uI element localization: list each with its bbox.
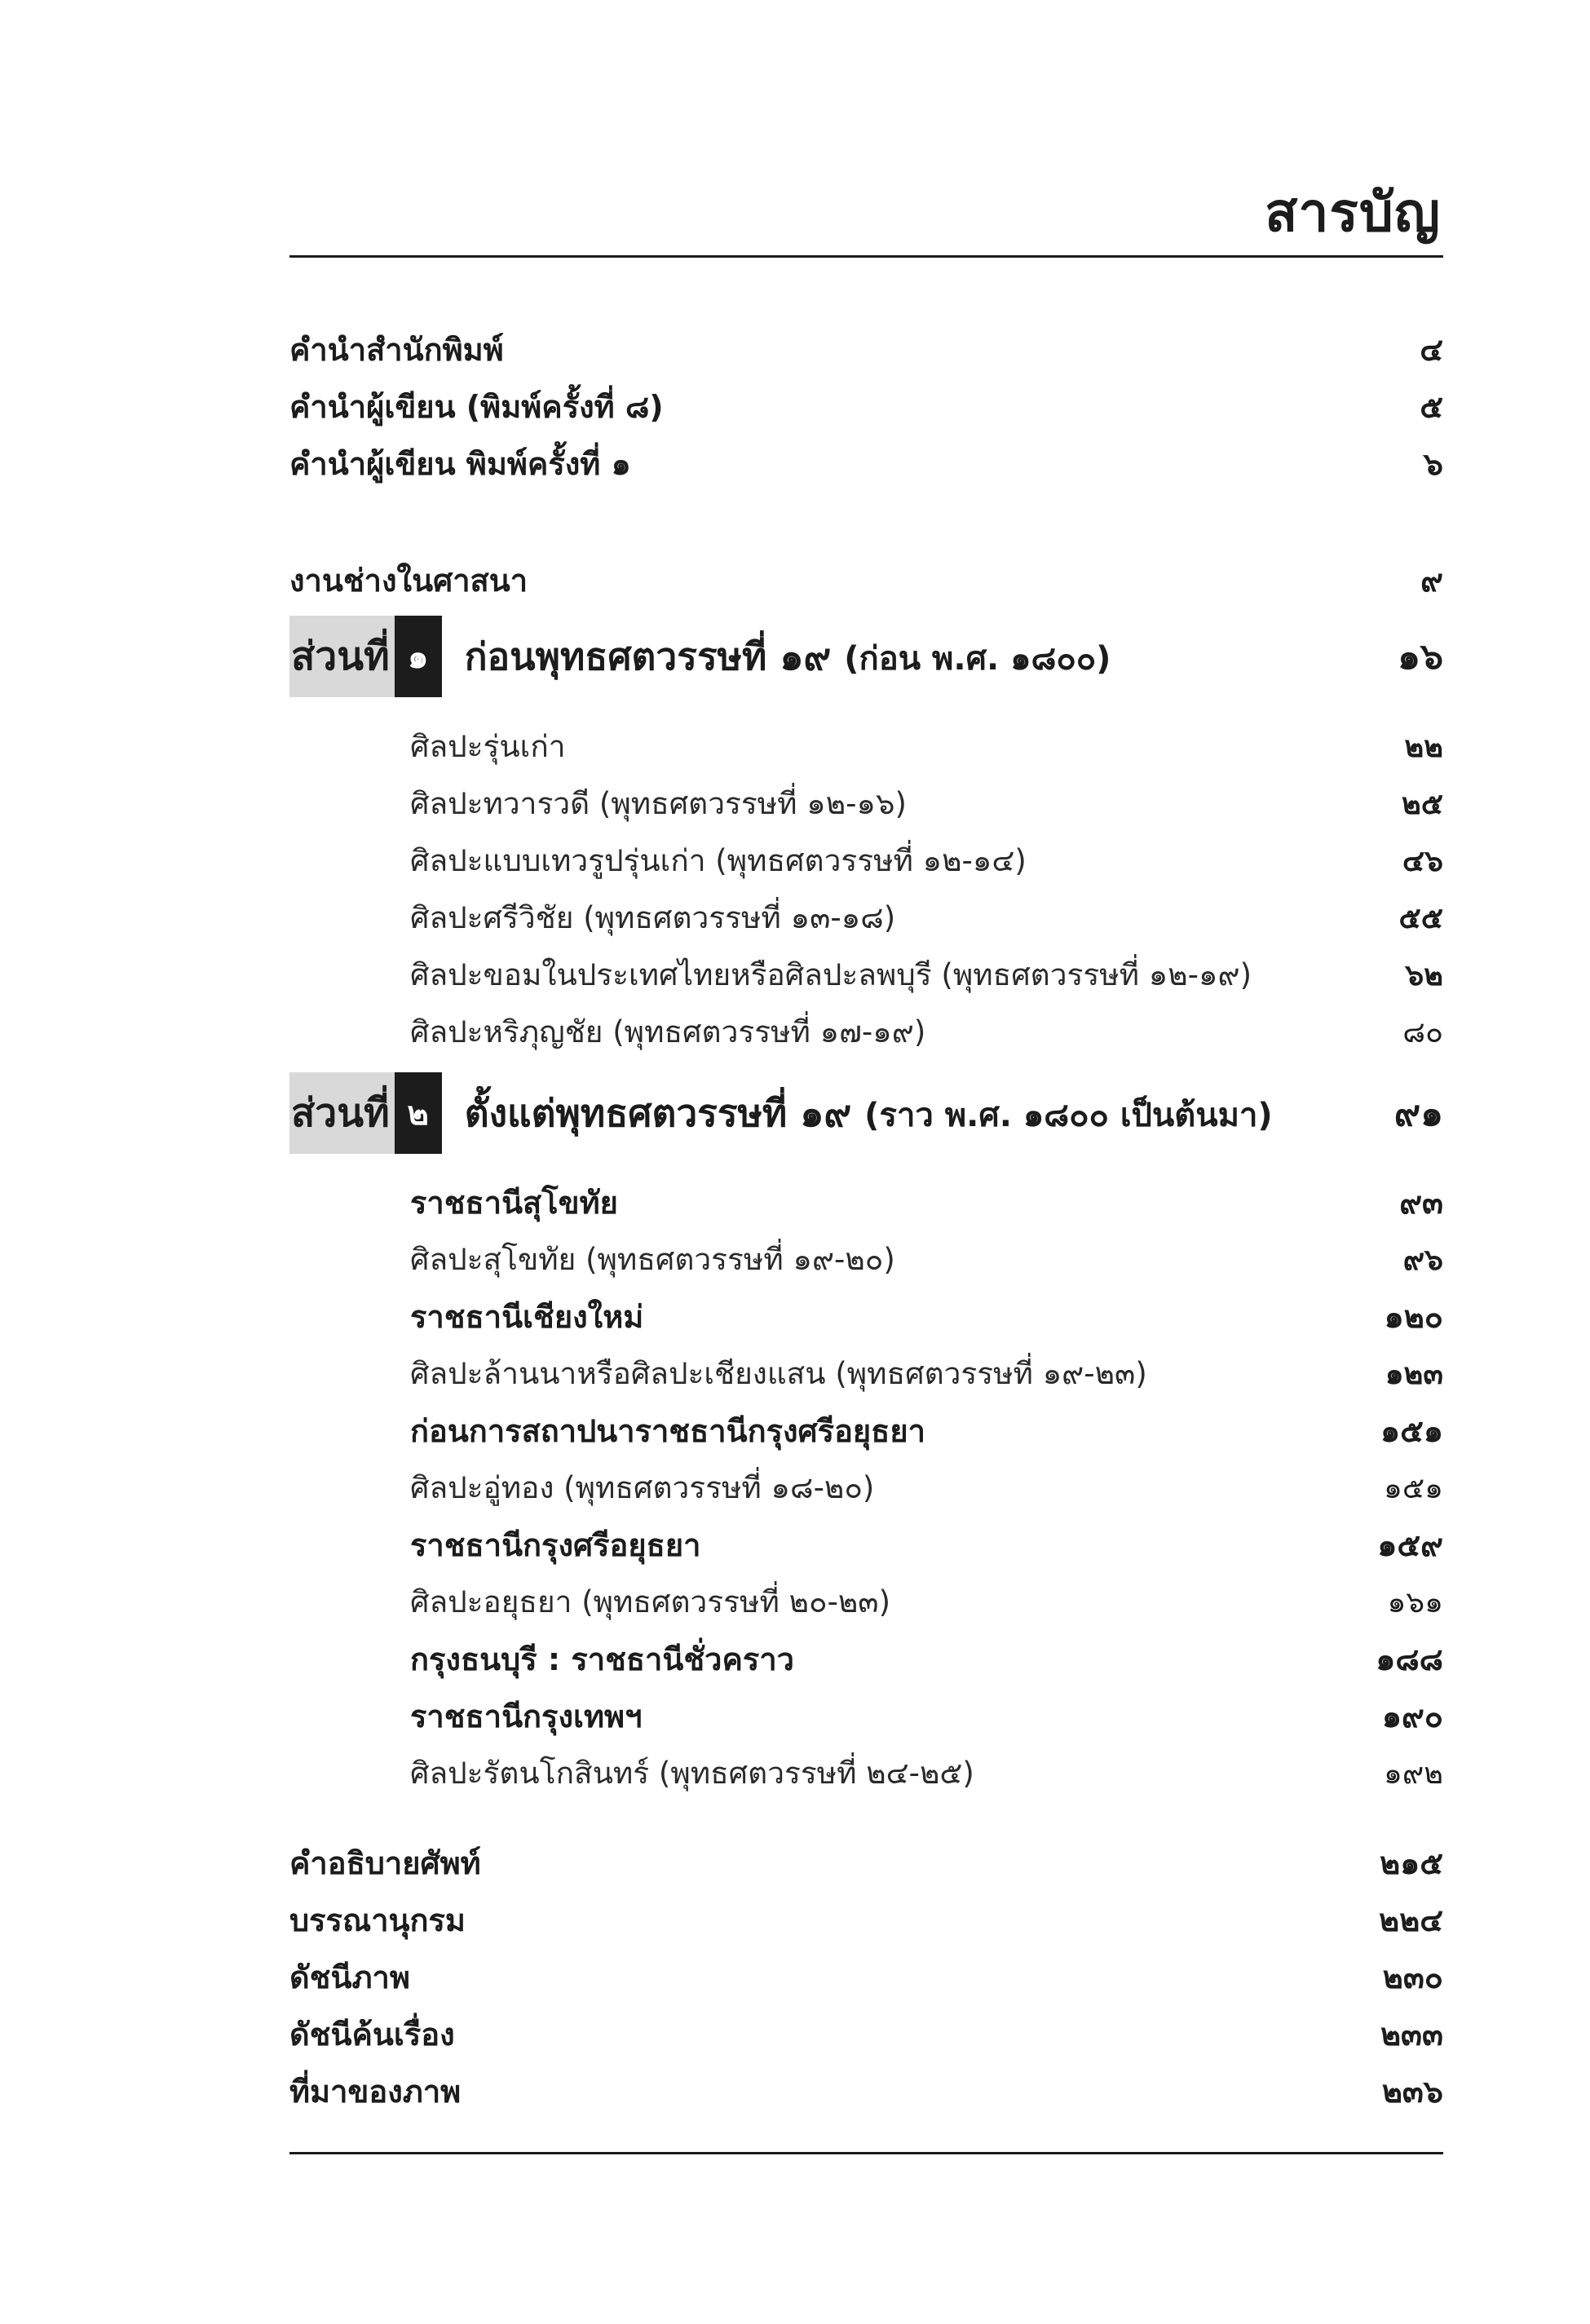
entry-label: งานช่างในศาสนา: [289, 562, 528, 599]
toc-entry[interactable]: [289, 2008, 1443, 2059]
part-tag: ส่วนที่: [289, 616, 395, 697]
entry-page: ๖: [1423, 445, 1443, 482]
entry-label: ศิลปะทวารวดี (พุทธศตวรรษที่ ๑๒-๑๖): [410, 785, 907, 821]
entry-label: ราชธานีเชียงใหม่: [410, 1298, 644, 1335]
entry-page: ๒๒: [1404, 730, 1443, 764]
toc-subentry[interactable]: [410, 1291, 1443, 1341]
entry-label: คำอธิบายศัพท์: [289, 1845, 481, 1881]
entry-page: ๑๕๑: [1384, 1471, 1443, 1505]
part-title-period: (ก่อน พ.ศ. ๑๘๐๐): [844, 639, 1111, 678]
entry-label: ศิลปะรุ่นเก่า: [410, 728, 566, 764]
toc-entry[interactable]: [289, 438, 1443, 488]
part-number-badge: ๒: [395, 1072, 442, 1154]
toc-entry[interactable]: [289, 1837, 1443, 1888]
entry-label: คำนำผู้เขียน (พิมพ์ครั้งที่ ๘): [289, 388, 664, 425]
entry-page: ๒๓๐: [1382, 1959, 1443, 1995]
entry-label: ราชธานีกรุงเทพฯ: [410, 1698, 643, 1734]
toc-subentry[interactable]: [410, 1405, 1443, 1456]
toc-subentry[interactable]: [410, 1633, 1443, 1684]
toc-subentry[interactable]: [410, 835, 1443, 886]
entry-label: ศิลปะขอมในประเทศไทยหรือศิลปะลพบุรี (พุทธศตวรรษที่ ๑๒-๑๙): [410, 957, 1252, 992]
entry-label: คำนำสำนักพิมพ์: [289, 331, 504, 368]
entry-page: ๑๕๑: [1380, 1412, 1443, 1449]
top-divider: [289, 255, 1443, 258]
toc-subentry[interactable]: [410, 1576, 1443, 1627]
entry-label: ดัชนีค้นเรื่อง: [289, 2016, 455, 2052]
toc-subentry[interactable]: [410, 1690, 1443, 1741]
entry-label: ดัชนีภาพ: [289, 1959, 410, 1995]
toc-subentry[interactable]: [410, 1519, 1443, 1570]
entry-label: ศิลปะสุโขทัย (พุทธศตวรรษที่ ๑๙-๒๐): [410, 1241, 895, 1277]
entry-label: คำนำผู้เขียน พิมพ์ครั้งที่ ๑: [289, 445, 631, 482]
entry-page: ๘๐: [1402, 1015, 1443, 1049]
entry-label: บรรณานุกรม: [289, 1902, 466, 1938]
entry-label: ราชธานีสุโขทัย: [410, 1184, 618, 1221]
toc-subentry[interactable]: [410, 778, 1443, 828]
part-2-heading[interactable]: [289, 1072, 1443, 1154]
entry-page: ๙: [1420, 562, 1443, 599]
toc-entry[interactable]: [289, 324, 1443, 374]
toc-entry[interactable]: [289, 1894, 1443, 1945]
toc-subentry[interactable]: [410, 721, 1443, 771]
toc-entry[interactable]: [289, 381, 1443, 431]
page-title: สารบัญ: [1265, 181, 1441, 244]
entry-page: ๕๕: [1398, 901, 1443, 935]
part-number-badge: ๑: [395, 616, 442, 697]
part-tag: ส่วนที่: [289, 1072, 395, 1154]
toc-entry[interactable]: [289, 2066, 1443, 2116]
entry-label: ราชธานีกรุงศรีอยุธยา: [410, 1527, 701, 1563]
part-page: ๙๑: [1393, 1093, 1443, 1134]
entry-label: ศิลปะอยุธยา (พุทธศตวรรษที่ ๒๐-๒๓): [410, 1584, 891, 1619]
entry-page: ๒๓๓: [1380, 2016, 1443, 2052]
entry-label: ศิลปะศรีวิชัย (พุทธศตวรรษที่ ๑๓-๑๘): [410, 899, 896, 935]
entry-page: ๒๕: [1402, 787, 1443, 821]
toc-subentry[interactable]: [410, 892, 1443, 943]
entry-page: ๖๒: [1405, 958, 1443, 992]
entry-label: ศิลปะแบบเทวรูปรุ่นเก่า (พุทธศตวรรษที่ ๑๒-๑๔): [410, 842, 1027, 878]
entry-label: กรุงธนบุรี : ราชธานีชั่วคราว: [410, 1641, 795, 1677]
entry-page: ๔: [1420, 331, 1443, 368]
entry-page: ๔๖: [1402, 844, 1443, 878]
entry-page: ๒๑๕: [1380, 1845, 1443, 1881]
entry-page: ๑๘๘: [1376, 1641, 1443, 1677]
part-1-heading[interactable]: [289, 616, 1443, 697]
toc-subentry[interactable]: [410, 1348, 1443, 1398]
part-title: [465, 627, 1111, 687]
toc-subentry[interactable]: [410, 1177, 1443, 1227]
entry-page: ๒๓๖: [1381, 2073, 1443, 2110]
entry-page: ๕: [1420, 388, 1443, 425]
part-title-period: (ราว พ.ศ. ๑๘๐๐ เป็นต้นมา): [864, 1096, 1273, 1134]
entry-page: ๑๕๙: [1377, 1527, 1443, 1563]
part-title: [465, 1084, 1273, 1143]
entry-page: ๑๙๐: [1381, 1698, 1443, 1734]
entry-label: ศิลปะล้านนาหรือศิลปะเชียงแสน (พุทธศตวรรษที่ ๑๙-๒๓): [410, 1355, 1147, 1391]
toc-subentry[interactable]: [410, 1462, 1443, 1513]
entry-page: ๑๖๑: [1387, 1585, 1443, 1619]
toc-entry[interactable]: [289, 1951, 1443, 2002]
part-title-main: ตั้งแต่พุทธศตวรรษที่ ๑๙: [464, 1090, 852, 1135]
toc-subentry[interactable]: [410, 949, 1443, 1000]
entry-label: ศิลปะหริภุญชัย (พุทธศตวรรษที่ ๑๗-๑๙): [410, 1014, 926, 1049]
toc-subentry[interactable]: [410, 1234, 1443, 1284]
entry-label: ศิลปะรัตนโกสินทร์ (พุทธศตวรรษที่ ๒๔-๒๕): [410, 1755, 974, 1791]
bottom-divider: [289, 2152, 1443, 2154]
entry-label: ศิลปะอู่ทอง (พุทธศตวรรษที่ ๑๘-๒๐): [410, 1469, 875, 1505]
entry-page: ๑๒๓: [1385, 1357, 1443, 1391]
part-title-main: ก่อนพุทธศตวรรษที่ ๑๙: [464, 634, 832, 678]
entry-page: ๑๙๒: [1384, 1756, 1443, 1791]
toc-entry[interactable]: [289, 554, 1443, 605]
entry-page: ๙๓: [1399, 1184, 1443, 1221]
entry-page: ๒๒๔: [1379, 1902, 1443, 1938]
toc-subentry[interactable]: [410, 1006, 1443, 1057]
entry-label: ก่อนการสถาปนาราชธานีกรุงศรีอยุธยา: [410, 1412, 925, 1449]
entry-label: ที่มาของภาพ: [289, 2073, 462, 2110]
entry-page: ๑๒๐: [1384, 1298, 1443, 1335]
entry-page: ๙๖: [1402, 1243, 1443, 1277]
toc-subentry[interactable]: [410, 1747, 1443, 1798]
part-page: ๑๖: [1398, 636, 1443, 678]
